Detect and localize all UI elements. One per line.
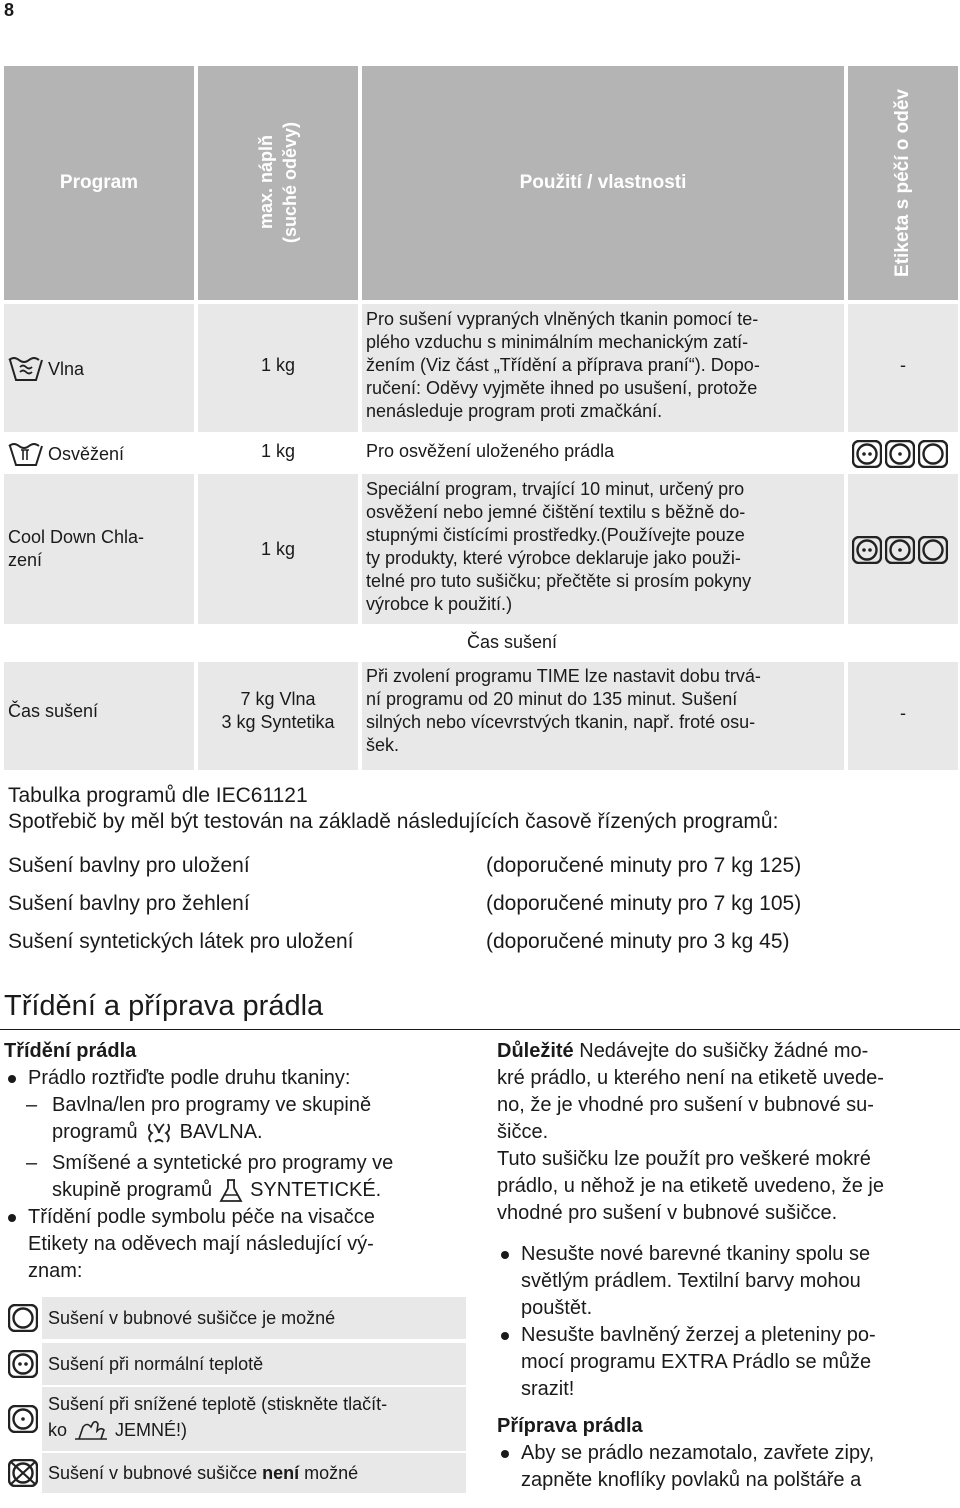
load-osvezeni: 1 kg xyxy=(260,441,296,461)
usage-para xyxy=(497,1146,957,1227)
legend-row xyxy=(4,1389,466,1449)
header-usage xyxy=(362,66,844,300)
load-cas-suseni-line: 3 kg Syntetika xyxy=(221,712,335,732)
load-cas-suseni-line: 7 kg Vlna xyxy=(240,689,316,709)
load-vlna: 1 kg xyxy=(260,355,296,375)
iec-intro: Spotřebič by měl být testován na základě následujících časově řízených programů: xyxy=(8,810,779,833)
bullet-text: Třídění podle symbolu péče na visačce xyxy=(28,1206,375,1228)
legend-bold: není xyxy=(262,1463,300,1483)
header-program xyxy=(4,66,194,300)
iec-item-value: (doporučené minuty pro 7 kg 105) xyxy=(486,892,802,915)
dash-text: – Smíšené a syntetické pro programy ve xyxy=(52,1152,394,1174)
row-osvezeni xyxy=(4,436,958,470)
legend-text: Sušení při normální teplotě xyxy=(42,1343,466,1385)
usage-cool-down-line: stupnými čistícími prostředky.(Používejte pouze xyxy=(366,525,745,545)
subheader-cas-suseni-label: Čas sušení xyxy=(466,632,558,652)
wool-icon xyxy=(8,354,44,384)
important-text: Nedávejte do sušičky žádné mo- xyxy=(573,1040,869,1062)
header-load-line2: (suché oděvy) xyxy=(280,122,300,244)
usage-cool-down-line: Speciální program, trvající 10 minut, určený pro xyxy=(366,479,745,499)
legend-pre: Sušení v bubnové sušičce xyxy=(48,1463,263,1483)
left-column xyxy=(4,1038,474,1285)
important-para xyxy=(497,1038,957,1146)
tumble-dry-low-icon xyxy=(885,536,915,564)
program-cool-down-line: Cool Down Chla- xyxy=(8,527,145,547)
dash-text: SYNTETICKÉ. xyxy=(250,1179,382,1201)
usage-text: prádlo, u něhož je na etiketě uvedeno, že je xyxy=(497,1175,884,1197)
load-cool-down: 1 kg xyxy=(260,539,296,559)
important-text: no, že je vhodné pro sušení v bubnové su- xyxy=(497,1094,874,1116)
usage-cas-suseni-line: ní programu od 20 minut do 135 minut. Sušení xyxy=(366,689,738,709)
tumble-dry-normal-icon xyxy=(8,1350,38,1378)
legend-text xyxy=(42,1387,466,1451)
program-cas-suseni: Čas sušení xyxy=(8,701,99,721)
iec-item xyxy=(8,852,908,879)
usage-cool-down-line: ty produkty, které výrobce deklaruje jako použi- xyxy=(366,548,741,568)
tumble-dry-normal-icon xyxy=(852,536,882,564)
label-cas-suseni: - xyxy=(900,703,906,723)
dash-text: programů xyxy=(52,1121,138,1143)
bullet-text: mocí programu EXTRA Prádlo se může xyxy=(521,1351,872,1373)
dash-item xyxy=(4,1150,474,1204)
label-vlna: - xyxy=(900,355,906,375)
bullet-text: znam: xyxy=(28,1260,83,1282)
legend-line: JEMNÉ!) xyxy=(115,1420,188,1440)
label-osvezeni xyxy=(852,440,948,468)
bullet-text: srazit! xyxy=(521,1378,575,1400)
legend-text xyxy=(42,1453,466,1493)
bullet-text: Nesušte bavlněný žerzej a pleteniny po- xyxy=(521,1324,876,1346)
important-text: kré prádlo, u kterého není na etiketě uvede- xyxy=(497,1067,884,1089)
usage-vlna-line: ručení: Oděvy vyjměte ihned po usušení, protože xyxy=(366,378,758,398)
dash-text: BAVLNA. xyxy=(179,1121,263,1143)
delicate-hand-icon xyxy=(73,1419,109,1441)
legend-line: ko xyxy=(48,1420,68,1440)
label-cool-down xyxy=(852,536,948,564)
usage-text: vhodné pro sušení v bubnové sušičce. xyxy=(497,1202,838,1224)
row-vlna xyxy=(4,304,958,432)
bullet-item xyxy=(4,1204,474,1285)
bullet-text: Etikety na oděvech mají následující vý- xyxy=(28,1233,374,1255)
legend-row xyxy=(4,1297,466,1339)
refresh-icon xyxy=(8,440,44,468)
bullet-item xyxy=(4,1065,474,1092)
legend-line: Sušení při snížené teplotě (stiskněte tlačít- xyxy=(48,1394,388,1414)
tumble-dry-normal-icon xyxy=(852,440,882,468)
usage-cas-suseni-line: šek. xyxy=(366,735,400,755)
dash-text: – Bavlna/len pro programy ve skupině xyxy=(52,1094,372,1116)
bullet-item xyxy=(497,1241,957,1322)
bullet-text: Aby se prádlo nezamotalo, zavřete zipy, xyxy=(521,1442,875,1464)
header-label xyxy=(848,66,958,300)
header-label-text: Etiketa s péčí o oděv xyxy=(892,89,913,277)
bullet-text: Nesušte nové barevné tkaniny spolu se xyxy=(521,1243,871,1265)
sorting-heading: Třídění prádla xyxy=(4,1040,137,1062)
usage-cas-suseni-line: silných nebo vícevrstvých tkanin, např. froté osu- xyxy=(366,712,756,732)
synthetic-flask-icon xyxy=(218,1178,244,1204)
usage-cool-down-line: telné pro tuto sušičku; přečtěte si prosím pokyny xyxy=(366,571,752,591)
subheader-cas-suseni xyxy=(362,628,662,661)
bullet-item xyxy=(497,1322,957,1403)
iec-item-name: Sušení bavlny pro uložení xyxy=(8,854,250,877)
header-usage-label: Použití / vlastnosti xyxy=(519,172,687,193)
program-vlna: Vlna xyxy=(48,358,85,379)
usage-vlna-line: Pro sušení vypraných vlněných tkanin pomocí te- xyxy=(366,309,759,329)
page-number: 8 xyxy=(4,0,15,20)
iec-item-value: (doporučené minuty pro 3 kg 45) xyxy=(486,930,790,953)
usage-vlna-line: nenásleduje program proti zmačkání. xyxy=(366,401,663,421)
usage-vlna-line: plého vzduchu s minimálním mechanickým zatí- xyxy=(366,332,749,352)
tumble-dry-icon xyxy=(918,536,948,564)
dash-item xyxy=(4,1092,474,1146)
legend-text: Sušení v bubnové sušičce je možné xyxy=(42,1297,466,1339)
program-cool-down-line: zení xyxy=(8,550,43,570)
iec-item-name: Sušení bavlny pro žehlení xyxy=(8,892,250,915)
usage-vlna-line: žením (Viz část „Třídění a příprava praní“). Dopo- xyxy=(366,355,760,375)
iec-item xyxy=(8,928,908,955)
important-text: šičce. xyxy=(497,1121,549,1143)
usage-osvezeni: Pro osvěžení uloženého prádla xyxy=(366,441,615,461)
legend-row xyxy=(4,1343,466,1385)
right-column xyxy=(497,1038,957,1494)
dash-text: skupině programů xyxy=(52,1179,213,1201)
usage-text: Tuto sušičku lze použít pro veškeré mokré xyxy=(497,1148,871,1170)
iec-item-name: Sušení syntetických látek pro uložení xyxy=(8,930,354,953)
preparation-heading: Příprava prádla xyxy=(497,1415,643,1437)
row-cas-suseni xyxy=(4,662,958,770)
tumble-dry-low-icon xyxy=(8,1405,38,1433)
important-label: Důležité xyxy=(497,1040,574,1062)
usage-cas-suseni-line: Při zvolení programu TIME lze nastavit dobu trvá- xyxy=(366,666,761,686)
header-program-label: Program xyxy=(59,172,139,193)
iec-item xyxy=(8,890,908,917)
bullet-text: světlým prádlem. Textilní barvy mohou xyxy=(521,1270,861,1292)
usage-cool-down-line: výrobce k použití.) xyxy=(366,594,513,614)
header-load xyxy=(198,66,358,300)
header-load-line1: max. náplň xyxy=(256,135,276,231)
legend-post: možné xyxy=(299,1463,359,1483)
program-table xyxy=(4,66,958,770)
bullet-text: pouštět. xyxy=(521,1297,593,1319)
bullet-text: zapněte knoflíky povlaků na polštáře a xyxy=(521,1469,862,1491)
section-title: Třídění a příprava prádla xyxy=(4,990,324,1022)
bullet-text: Prádlo roztřiďte podle druhu tkaniny: xyxy=(28,1067,351,1089)
program-osvezeni: Osvěžení xyxy=(48,443,125,464)
do-not-tumble-dry-icon xyxy=(8,1459,38,1487)
legend-row xyxy=(4,1453,466,1493)
tumble-dry-icon xyxy=(8,1304,38,1332)
iec-item-value: (doporučené minuty pro 7 kg 125) xyxy=(486,854,802,877)
row-cool-down xyxy=(4,474,958,624)
usage-cool-down-line: osvěžení nebo jemné čištění textilu s běžně do- xyxy=(366,502,746,522)
tumble-dry-low-icon xyxy=(885,440,915,468)
bullet-item xyxy=(497,1440,957,1494)
iec-title: Tabulka programů dle IEC61121 xyxy=(8,784,308,807)
tumble-dry-icon xyxy=(918,440,948,468)
cotton-icon xyxy=(144,1120,174,1146)
